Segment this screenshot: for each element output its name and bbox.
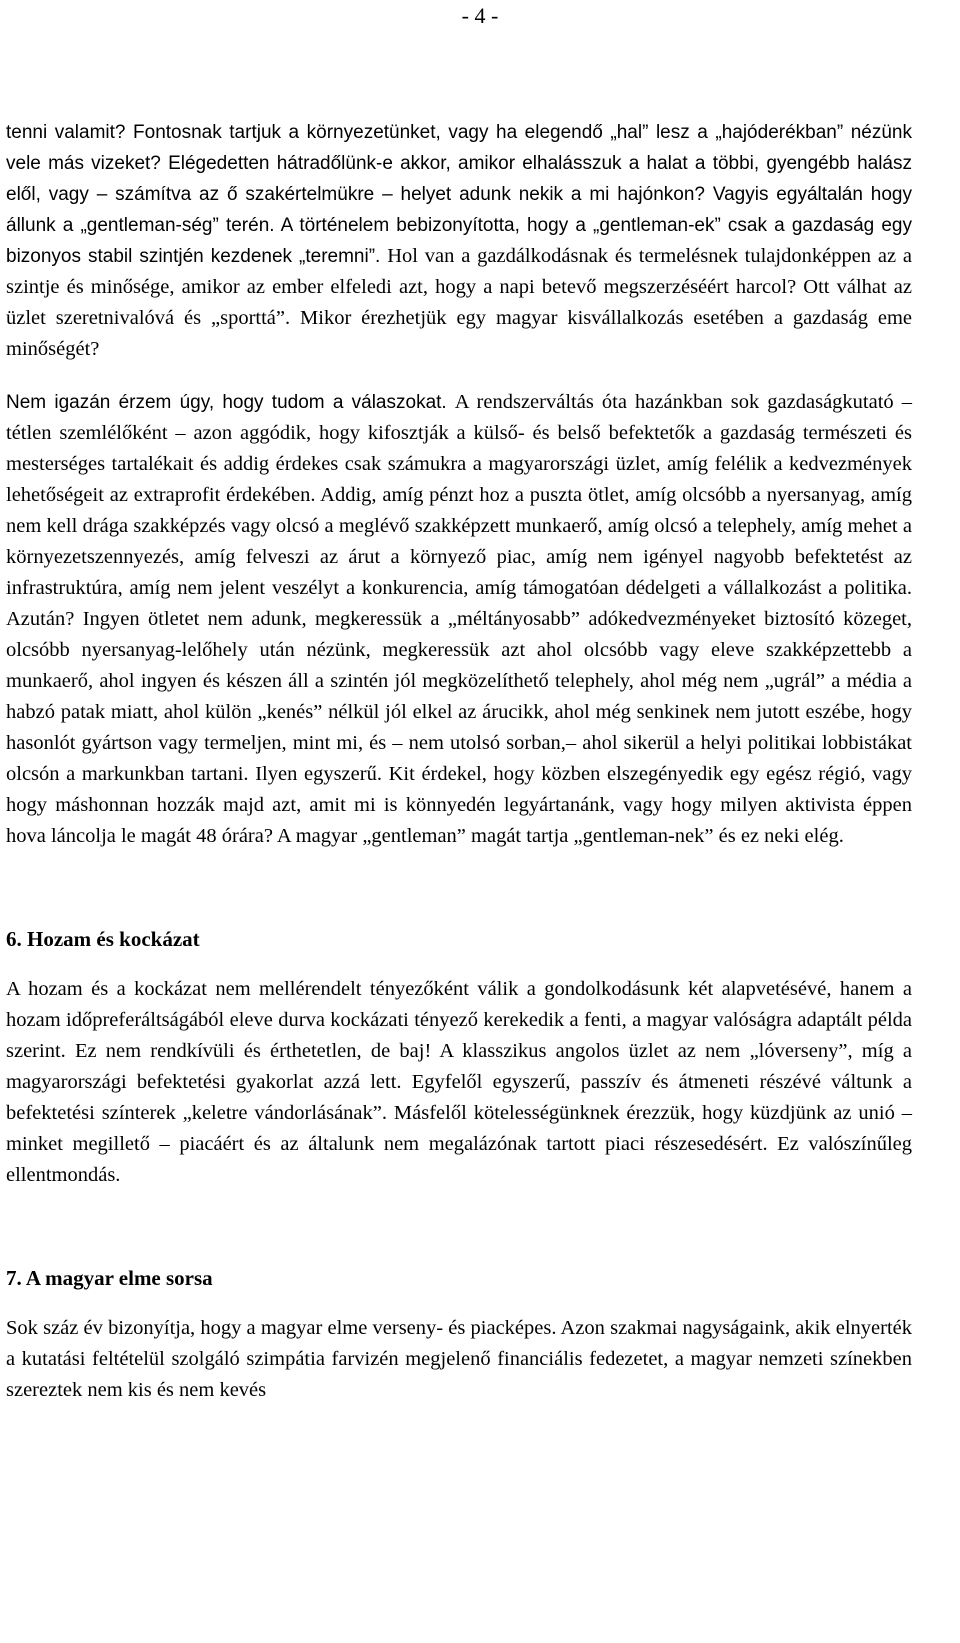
- paragraph-regime-change-sans-text: Nem igazán érzem úgy, hogy tudom a válaszokat.: [6, 392, 447, 413]
- document-body: [6, 117, 912, 1406]
- paragraph-gentleman-serif-text: Hol van a gazdálkodásnak és termelésnek tulajdonképpen az a szintje és minősége, amikor az ember elfeledi azt, hogy a napi betevő megszerzéséért harcol? Ott válhat az üzlet szeretnivalóvá és „sporttá”. Mikor érezhetjük egy magyar kisvállalkozás esetében a gazdaság eme minőségét?: [6, 245, 913, 360]
- paragraph-regime-change: [6, 387, 912, 852]
- paragraph-regime-change-serif-text: A rendszerváltás óta hazánkban sok gazdaságkutató – tétlen szemlélőként – azon aggódik, hogy kifosztják a külső- és belső befektetők a gazdaság természeti és mesterséges tartalékait és addig érdekes csak számukra a magyarországi üzlet, amíg felélik a kedvezmények lehetőségeit az extraprofit érdekében. Addig, amíg pénzt hoz a puszta ötlet, amíg olcsóbb a nyersanyag, amíg nem kell drága szakképzés vagy olcsó a meglévő szakképzett munkaerő, amíg olcsó a telephely, amíg mehet a környezetszennyezés, amíg felveszi az árut a környező piac, amíg nem igényel nagyobb befektetést az infrastruktúra, amíg nem jelent veszélyt a konkurencia, amíg támogatóan dédelgeti a vállalkozást a politika. Azután? Ingyen ötletet nem adunk, megkeressük a „méltányosabb” adókedvezményeket biztosító közeget, olcsóbb nyersanyag-lelőhely után nézünk, megkeressük azt ahol olcsóbb vagy eleve szakképzettebb a munkaerő, ahol ingyen és készen áll a szintén jól megközelíthető telephely, ahol még nem „ugrál” a média a habzó patak miatt, ahol külön „kenés” nélkül jól elkel az árucikk, ahol még senkinek nem jutott eszébe, hogy hasonlót gyártson vagy termeljen, mint mi, és – nem utolsó sorban,– ahol sikerül a helyi politikai lobbistákat olcsón a markunkban tartani. Ilyen egyszerű. Kit érdekel, hogy közben elszegényedik egy egész régió, vagy hogy máshonnan hozzák majd azt, amit mi is könnyedén legyártanánk, vagy hogy milyen aktivista éppen hova láncolja le magát 48 órára? A magyar „gentleman” magát tartja „gentleman-nek” és ez neki elég.: [6, 391, 913, 847]
- section-6-paragraph: A hozam és a kockázat nem mellérendelt tényezőként válik a gondolkodásunk két alapvetésévé, hanem a hozam időpreferáltságából eleve durva kockázati tényező kerekedik a fenti, a magyar valóságra adaptált példa szerint. Ez nem rendkívüli és érthetetlen, de baj! A klasszikus angolos üzlet az nem „lóverseny”, míg a magyarországi befektetési gyakorlat azzá lett. Egyfelől egyszerű, passzív és átmeneti részévé váltunk a befektetési színterek „keletre vándorlásának”. Másfelől kötelességünknek érezzük, hogy küzdjünk az unió – minket megillető – piacáért és az általunk nem megalázónak tartott piaci részesedésért. Ez valószínűleg ellentmondás.: [6, 978, 912, 1186]
- page-number: - 4 -: [461, 3, 499, 28]
- section-7-paragraph: Sok száz év bizonyítja, hogy a magyar elme verseny- és piacképes. Azon szakmai nagyságaink, akik elnyerték a kutatási feltételül szolgáló szimpátia farvizén megjelenő financiális fedezetet, a magyar nemzeti színekben szereztek nem kis és nem kevés: [6, 1317, 912, 1401]
- section-6-heading: 6. Hozam és kockázat: [6, 927, 200, 951]
- paragraph-gentleman: [6, 117, 912, 365]
- section-7-heading: 7. A magyar elme sorsa: [6, 1266, 213, 1290]
- paragraph-gentleman-sans-text: tenni valamit? Fontosnak tartjuk a környezetünket, vagy ha elegendő „hal” lesz a „hajóderékban” nézünk vele más vizeket? Elégedetten hátradőlünk-e akkor, amikor elhalásszuk a halat a többi, gyengébb halász elől, vagy – számítva az ő szakértelmükre – helyet adunk nekik a mi hajónkon? Vagyis egyáltalán hogy állunk a „gentleman-ség” terén. A történelem bebizonyította, hogy a „gentleman-ek” csak a gazdaság egy bizonyos stabil szintjén kezdenek „teremni”.: [6, 122, 912, 267]
